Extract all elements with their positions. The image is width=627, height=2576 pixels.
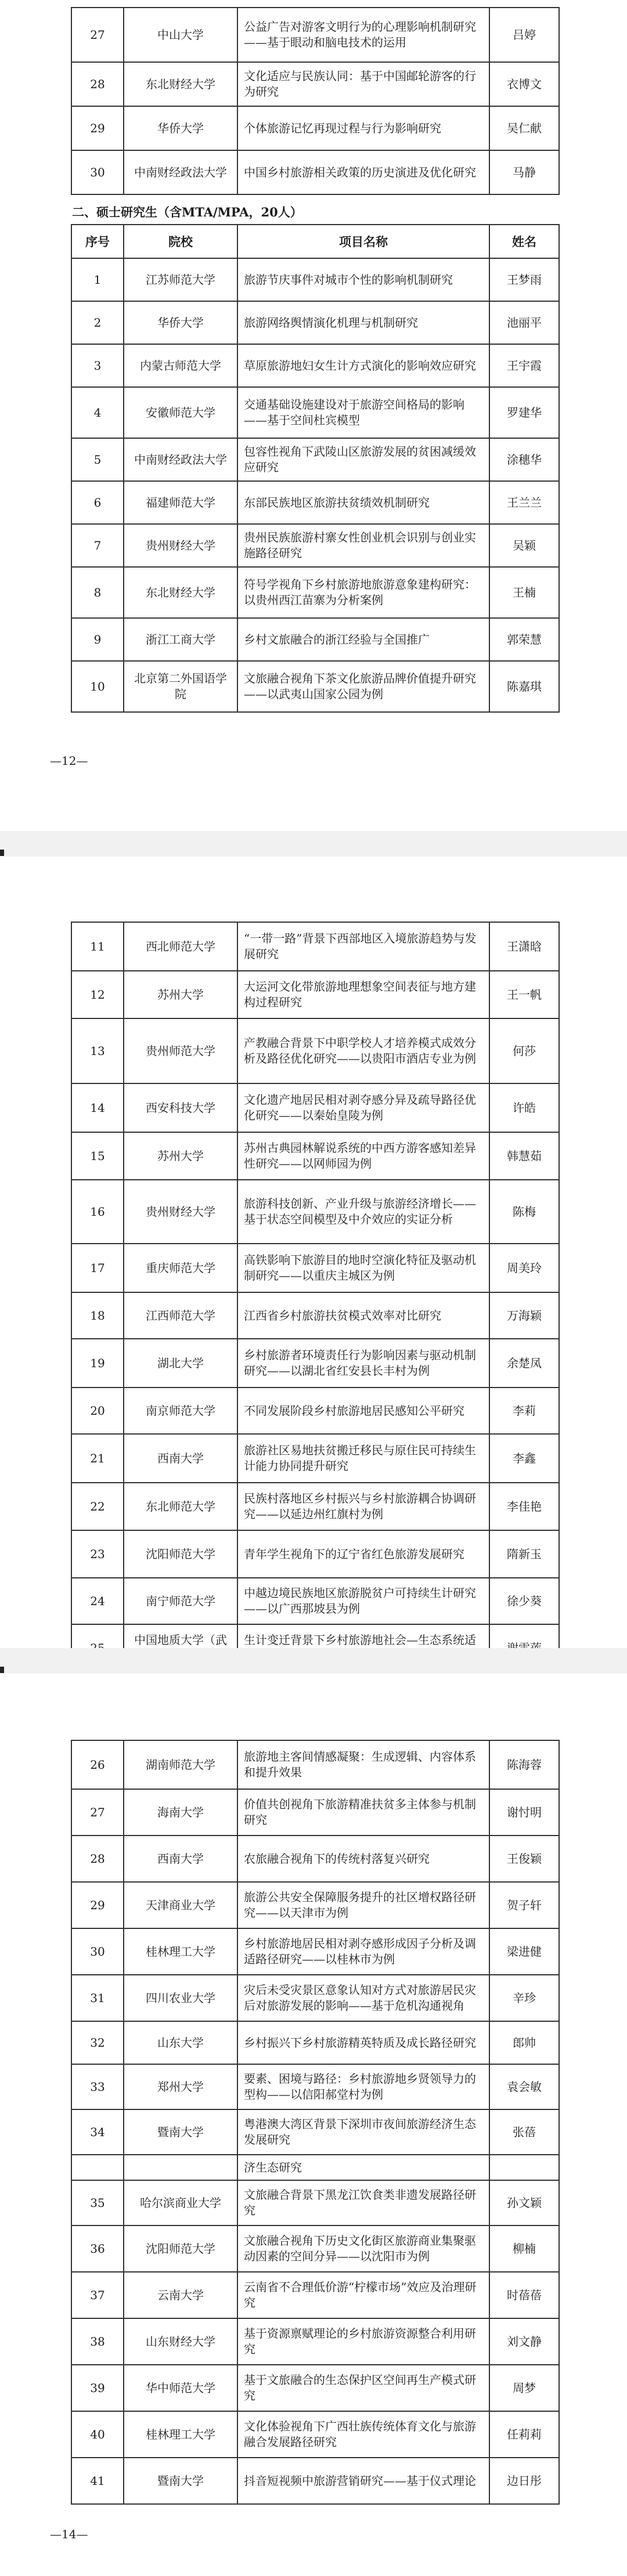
row-project-title: 高铁影响下旅游目的地时空演化特征及驱动机制研究——以重庆主城区为例 [237,1244,489,1292]
row-student-name: 时蓓蓓 [489,2272,559,2318]
row-project-title: 乡村振兴下乡村旅游精英特质及成长路径研究 [237,2021,489,2064]
row-school: 桂林理工大学 [124,2411,237,2458]
row-project-title: 旅游地主客间情感凝聚：生成逻辑、内容体系和提升效果 [237,1740,489,1789]
row-project-title: 包容性视角下武陵山区旅游发展的贫困减缓效应研究 [237,438,489,481]
row-school: 东北财经大学 [124,62,237,106]
row-project-title: 文旅融合视角下历史文化街区旅游商业集聚驱动因素的空间分异——以沈阳市为例 [237,2225,489,2272]
table-row [71,618,559,661]
row-student-name: 何莎 [489,1018,559,1083]
row-number: 20 [71,1388,124,1434]
row-school: 四川农业大学 [124,1975,237,2021]
row-student-name: 万海颖 [489,1292,559,1339]
row-school: 云南大学 [124,2272,237,2318]
row-number: 19 [71,1339,124,1388]
row-school: 贵州财经大学 [124,1180,237,1244]
row-project-title: 个体旅游记忆再现过程与行为影响研究 [237,106,489,150]
row-school: 中南财经政法大学 [124,150,237,194]
row-project-title: 要素、困境与路径：乡村旅游地乡贤领导力的型构——以信阳郝堂村为例 [237,2064,489,2109]
row-student-name: 吴颖 [489,524,559,567]
page-number: —12— [50,754,88,768]
table-row [71,971,559,1018]
row-school: 东北师范大学 [124,1483,237,1530]
table-row [71,2411,559,2458]
row-number: 41 [71,2458,124,2504]
table-row [71,567,559,618]
row-school: 南京师范大学 [124,1388,237,1434]
row-school: 西南大学 [124,1836,237,1882]
row-student-name: 王梦雨 [489,258,559,301]
page-separator [0,831,627,857]
page-separator [0,1648,627,1674]
row-school: 郑州大学 [124,2064,237,2109]
row-project-title: 青年学生视角下的辽宁省红色旅游发展研究 [237,1530,489,1578]
row-project-title: 旅游公共安全保障服务提升的社区增权路径研究——以天津市为例 [237,1882,489,1928]
row-student-name: 谢忖明 [489,1789,559,1836]
row-project-title: 旅游科技创新、产业升级与旅游经济增长——基于状态空间模型及中介效应的实证分析 [237,1180,489,1244]
row-school: 南宁师范大学 [124,1578,237,1624]
row-student-name: 吕婷 [489,8,559,62]
table-row [71,2064,559,2109]
row-student-name: 梁进健 [489,1928,559,1975]
table-row [71,2021,559,2064]
row-student-name: 陈海蓉 [489,1740,559,1789]
row-student-name: 王兰兰 [489,481,559,524]
document-page-2 [0,857,627,1648]
row-student-name: 柳楠 [489,2225,559,2272]
row-school: 华中师范大学 [124,2365,237,2411]
table-header-row [71,225,559,258]
row-project-title: 苏州古典园林解说系统的中西方游客感知差异性研究——以网师园为例 [237,1132,489,1180]
row-number: 7 [71,524,124,567]
row-school: 西安科技大学 [124,1083,237,1132]
row-project-title: 旅游社区易地扶贫搬迁移民与原住民可持续生计能力协同提升研究 [237,1434,489,1483]
row-number: 22 [71,1483,124,1530]
table-row [71,8,559,62]
row-school: 福建师范大学 [124,481,237,524]
row-project-title: 基于文旅融合的生态保护区空间再生产模式研究 [237,2365,489,2411]
row-number: 39 [71,2365,124,2411]
row-school: 贵州财经大学 [124,524,237,567]
row-student-name: 刘文静 [489,2318,559,2365]
header-no: 序号 [71,225,124,258]
row-number: 5 [71,438,124,481]
row-number: 31 [71,1975,124,2021]
row-school: 江西师范大学 [124,1292,237,1339]
row-project-title: 交通基础设施建设对于旅游空间格局的影响——基于空间杜宾模型 [237,387,489,438]
row-project-title: 东部民族地区旅游扶贫绩效机制研究 [237,481,489,524]
row-school: 华侨大学 [124,301,237,344]
row-student-name: 郎帅 [489,2021,559,2064]
row-project-title: 乡村文旅融合的浙江经验与全国推广 [237,618,489,661]
row-project-title: 价值共创视角下旅游精准扶贫多主体参与机制研究 [237,1789,489,1836]
row-student-name: 陈梅 [489,1180,559,1244]
row-project-title: 大运河文化带旅游地理想象空间表征与地方建构过程研究 [237,971,489,1018]
row-student-name: 李鑫 [489,1434,559,1483]
row-number: 3 [71,344,124,387]
row-number: 4 [71,387,124,438]
table-row [71,258,559,301]
row-project-title: 公益广告对游客文明行为的心理影响机制研究——基于眼动和脑电技术的运用 [237,8,489,62]
row-school: 重庆师范大学 [124,1244,237,1292]
table-row [71,1339,559,1388]
row-student-name: 王俊颖 [489,1836,559,1882]
table-row [71,1483,559,1530]
row-number: 12 [71,971,124,1018]
row-number: 23 [71,1530,124,1578]
row-number: 27 [71,8,124,62]
row-project-title: 旅游网络舆情演化机理与机制研究 [237,301,489,344]
row-project-title: 灾后未受灾景区意象认知对方式对旅游居民灾后对旅游发展的影响——基于危机沟通视角 [237,1975,489,2021]
row-number: 26 [71,1740,124,1789]
row-school: 江苏师范大学 [124,258,237,301]
row-student-name: 罗建华 [489,387,559,438]
table-row [71,387,559,438]
table-row [71,2109,559,2155]
row-number: 15 [71,1132,124,1180]
table-row [71,1882,559,1928]
row-student-name: 孙文颖 [489,2180,559,2225]
top-continuation-table [71,7,560,195]
row-student-name: 许皓 [489,1083,559,1132]
row-student-name: 余楚凤 [489,1339,559,1388]
row-student-name: 衣博文 [489,62,559,106]
row-student-name: 涂穗华 [489,438,559,481]
row-number: 38 [71,2318,124,2365]
row-school [124,2155,237,2180]
table-row [71,62,559,106]
masters-table [71,224,560,713]
row-number: 30 [71,150,124,194]
row-student-name: 郭荣慧 [489,618,559,661]
row-number: 34 [71,2109,124,2155]
document-page-1 [0,0,627,831]
row-school: 浙江工商大学 [124,618,237,661]
row-school: 安徽师范大学 [124,387,237,438]
table-row [71,661,559,712]
row-project-title: 江西省乡村旅游扶贫模式效率对比研究 [237,1292,489,1339]
row-project-title: 云南省不合理低价游“柠檬市场”效应及治理研究 [237,2272,489,2318]
row-student-name: 袁会敏 [489,2064,559,2109]
row-number: 9 [71,618,124,661]
table-row [71,1244,559,1292]
row-school: 贵州师范大学 [124,1018,237,1083]
row-project-title: 旅游节庆事件对城市个性的影响机制研究 [237,258,489,301]
row-number: 18 [71,1292,124,1339]
row-number: 29 [71,106,124,150]
row-school: 中国地质大学（武 [124,1624,237,1672]
row-school: 山东财经大学 [124,2318,237,2365]
table-row [71,1740,559,1789]
table-row [71,2155,559,2180]
row-project-title: 文化遗产地居民相对剥夺感分异及疏导路径优化研究——以秦始皇陵为例 [237,1083,489,1132]
row-number: 6 [71,481,124,524]
row-number: 28 [71,1836,124,1882]
row-school: 暨南大学 [124,2109,237,2155]
table-row [71,2180,559,2225]
row-school: 中南财经政法大学 [124,438,237,481]
row-project-title: 草原旅游地妇女生计方式演化的影响效应研究 [237,344,489,387]
row-project-title: 粤港澳大湾区背景下深圳市夜间旅游经济生态发展研究 [237,2109,489,2155]
table-row [71,344,559,387]
row-school: 苏州大学 [124,971,237,1018]
row-school: 内蒙古师范大学 [124,344,237,387]
row-school: 桂林理工大学 [124,1928,237,1975]
row-school: 西北师范大学 [124,922,237,971]
row-number: 13 [71,1018,124,1083]
header-school: 院校 [124,225,237,258]
table-row [71,1018,559,1083]
table-row [71,1928,559,1975]
section-heading: 二、硕士研究生（含MTA/MPA，20人） [72,205,302,219]
row-school: 沈阳师范大学 [124,1530,237,1578]
table-row [71,1388,559,1434]
row-number: 16 [71,1180,124,1244]
row-project-title: 文旅融合视角下茶文化旅游品牌价值提升研究——以武夷山国家公园为例 [237,661,489,712]
row-number: 33 [71,2064,124,2109]
row-number: 27 [71,1789,124,1836]
row-student-name: 徐少葵 [489,1578,559,1624]
row-project-title: 贵州民族旅游村寨女性创业机会识别与创业实施路径研究 [237,524,489,567]
table-row [71,1836,559,1882]
row-number: 29 [71,1882,124,1928]
row-project-title: 农旅融合视角下的传统村落复兴研究 [237,1836,489,1882]
row-school: 沈阳师范大学 [124,2225,237,2272]
row-student-name: 王一帆 [489,971,559,1018]
row-number: 21 [71,1434,124,1483]
row-number: 10 [71,661,124,712]
row-student-name: 王潇晗 [489,922,559,971]
row-project-title: 乡村旅游者环境责任行为影响因素与驱动机制研究——以湖北省红安县长丰村为例 [237,1339,489,1388]
row-school: 暨南大学 [124,2458,237,2504]
row-number: 37 [71,2272,124,2318]
row-student-name: 韩慧茹 [489,1132,559,1180]
row-project-title: 中越边境民族地区旅游脱贫户可持续生计研究——以广西那坡县为例 [237,1578,489,1624]
table-row [71,438,559,481]
row-project-title: 产教融合背景下中职学校人才培养模式成效分析及路径优化研究——以贵阳市酒店专业为例 [237,1018,489,1083]
row-student-name: 马静 [489,150,559,194]
row-number: 8 [71,567,124,618]
page-corner-mark [0,1667,4,1673]
header-title: 项目名称 [237,225,489,258]
row-number: 35 [71,2180,124,2225]
row-student-name: 陈嘉琪 [489,661,559,712]
table-row [71,481,559,524]
table-row [71,1578,559,1624]
table-row [71,1132,559,1180]
table-row [71,1530,559,1578]
table-row [71,1434,559,1483]
table-row [71,2225,559,2272]
row-project-title: 生计变迁背景下乡村旅游地社会—生态系统适 [237,1624,489,1672]
row-school: 苏州大学 [124,1132,237,1180]
row-number [71,2155,124,2180]
row-student-name: 周梦 [489,2365,559,2411]
row-student-name: 王楠 [489,567,559,618]
table-row [71,1292,559,1339]
table-row [71,2365,559,2411]
row-student-name [489,2155,559,2180]
row-project-title: “一带一路”背景下西部地区入境旅游趋势与发展研究 [237,922,489,971]
row-number: 11 [71,922,124,971]
row-school: 天津商业大学 [124,1882,237,1928]
row-project-title: 文化适应与民族认同：基于中国邮轮游客的行为研究 [237,62,489,106]
row-school: 湖北大学 [124,1339,237,1388]
row-number: 40 [71,2411,124,2458]
row-student-name: 隋新玉 [489,1530,559,1578]
row-student-name: 李佳艳 [489,1483,559,1530]
table-row [71,1975,559,2021]
row-project-title: 文旅融合背景下黑龙江饮食类非遗发展路径研究 [237,2180,489,2225]
row-school: 山东大学 [124,2021,237,2064]
masters-table-continued [71,922,560,1672]
row-number: 32 [71,2021,124,2064]
header-name: 姓名 [489,225,559,258]
row-student-name: 吴仁献 [489,106,559,150]
row-student-name: 贺子轩 [489,1882,559,1928]
row-school: 海南大学 [124,1789,237,1836]
row-number: 1 [71,258,124,301]
row-school: 哈尔滨商业大学 [124,2180,237,2225]
row-student-name: 任莉莉 [489,2411,559,2458]
row-student-name: 辛珍 [489,1975,559,2021]
row-project-title: 乡村旅游地居民相对剥夺感形成因子分析及调适路径研究——以桂林市为例 [237,1928,489,1975]
table-row [71,2458,559,2504]
document-page-3 [0,1674,627,2576]
row-project-title: 济生态研究 [237,2155,489,2180]
row-number: 24 [71,1578,124,1624]
row-school: 东北财经大学 [124,567,237,618]
table-row [71,524,559,567]
row-number: 17 [71,1244,124,1292]
row-student-name: 边日彤 [489,2458,559,2504]
row-student-name: 周美玲 [489,1244,559,1292]
row-school: 北京第二外国语学院 [124,661,237,712]
row-number: 2 [71,301,124,344]
table-row [71,2272,559,2318]
row-project-title: 符号学视角下乡村旅游地旅游意象建构研究：以贵州西江苗寨为分析案例 [237,567,489,618]
table-row [71,1083,559,1132]
table-row [71,301,559,344]
table-row [71,2318,559,2365]
row-number: 14 [71,1083,124,1132]
row-number: 36 [71,2225,124,2272]
row-project-title: 民族村落地区乡村振兴与乡村旅游耦合协调研究——以延边州红旗村为例 [237,1483,489,1530]
row-student-name: 张蓓 [489,2109,559,2155]
table-row [71,150,559,194]
row-student-name: 池丽平 [489,301,559,344]
table-row [71,106,559,150]
row-school: 湖南师范大学 [124,1740,237,1789]
row-number: 30 [71,1928,124,1975]
page-number: —14— [50,2527,88,2541]
row-school: 中山大学 [124,8,237,62]
row-school: 华侨大学 [124,106,237,150]
page-corner-mark [0,850,4,856]
table-row [71,922,559,971]
row-school: 西南大学 [124,1434,237,1483]
row-project-title: 基于资源禀赋理论的乡村旅游资源整合利用研究 [237,2318,489,2365]
row-student-name: 王宇霞 [489,344,559,387]
row-project-title: 文化体验视角下广西壮族传统体育文化与旅游融合发展路径研究 [237,2411,489,2458]
row-number: 28 [71,62,124,106]
masters-table-continued [71,1740,560,2505]
row-project-title: 不同发展阶段乡村旅游地居民感知公平研究 [237,1388,489,1434]
row-student-name: 李莉 [489,1388,559,1434]
row-project-title: 抖音短视频中旅游营销研究——基于仪式理论 [237,2458,489,2504]
table-row [71,1789,559,1836]
table-row [71,1180,559,1244]
row-project-title: 中国乡村旅游相关政策的历史演进及优化研究 [237,150,489,194]
